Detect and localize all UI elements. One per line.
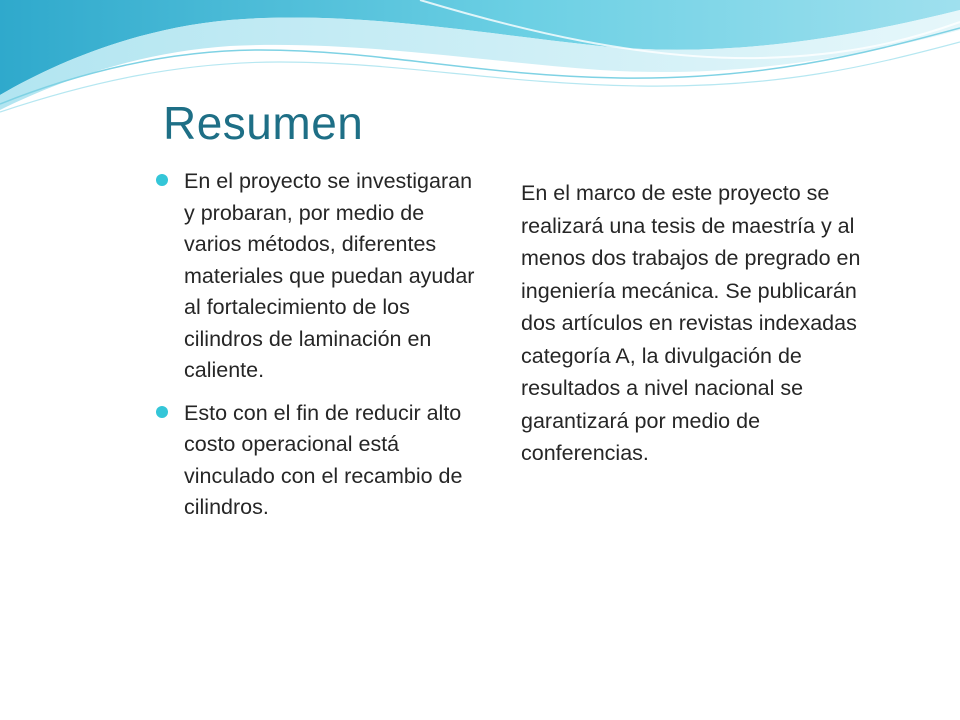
bullet-text: En el proyecto se investigaran y probaran, por medio de varios métodos, diferentes materiales que puedan ayudar al fortalecimiento de los cilindros de laminación en caliente.	[184, 169, 475, 382]
bullet-dot-icon	[156, 406, 168, 418]
bullet-dot-icon	[156, 174, 168, 186]
slide-title: Resumen	[163, 97, 364, 149]
bullet-text: Esto con el fin de reducir alto costo operacional está vinculado con el recambio de cilindros.	[184, 400, 463, 519]
bullet-list	[156, 166, 486, 535]
bullet-item	[156, 166, 486, 387]
header-wave-decoration	[0, 0, 960, 120]
bullet-item	[156, 398, 486, 524]
summary-paragraph: En el marco de este proyecto se realizará una tesis de maestría y al menos dos trabajos de pregrado en ingeniería mecánica. Se publicarán dos artículos en revistas indexadas categoría A, la divulgación de resultados a nivel nacional se garantizará por medio de conferencias.	[521, 181, 861, 465]
